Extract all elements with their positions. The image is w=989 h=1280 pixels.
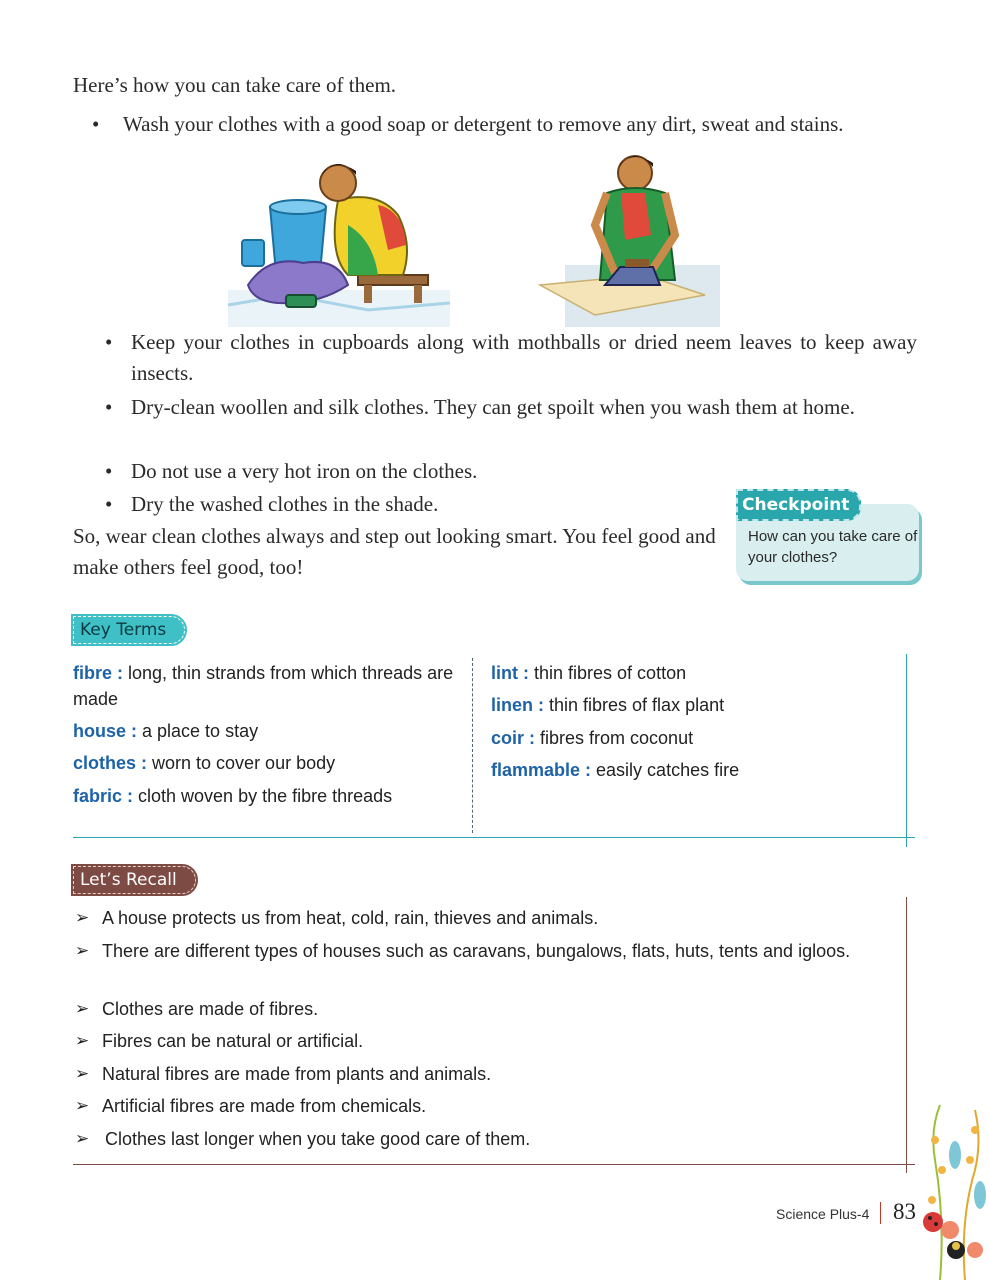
- care-tip-text: Keep your clothes in cupboards along with mothballs or dried neem leaves to keep away insects.: [131, 330, 917, 385]
- term-label: fabric :: [73, 786, 134, 806]
- key-term-house: [73, 718, 468, 744]
- bullet-icon: •: [105, 459, 113, 483]
- term-definition: thin fibres of flax plant: [544, 695, 725, 715]
- page-number: 83: [893, 1199, 916, 1224]
- care-tip-text: Dry the washed clothes in the shade.: [131, 492, 439, 516]
- checkpoint-question: How can you take care of your clothes?: [748, 528, 918, 566]
- floral-decoration-icon: [920, 1100, 989, 1280]
- intro-text: Here’s how you can take care of them.: [73, 73, 397, 97]
- term-definition: cloth woven by the fibre threads: [133, 786, 393, 806]
- key-term-linen: [491, 692, 891, 718]
- term-label: linen :: [491, 695, 544, 715]
- key-term-lint: [491, 660, 891, 686]
- care-tip-1: [92, 109, 892, 171]
- checkpoint-box: [736, 489, 919, 581]
- recall-text: Fibres can be natural or artificial.: [102, 1031, 364, 1051]
- bullet-icon: •: [105, 492, 113, 516]
- recall-item: [75, 1028, 875, 1054]
- recall-text: Clothes last longer when you take good care of them.: [105, 1129, 531, 1149]
- bullet-icon: •: [105, 330, 113, 354]
- lets-recall-heading: Let’s Recall: [73, 866, 196, 894]
- recall-item: [75, 1126, 875, 1152]
- term-label: coir :: [491, 728, 536, 748]
- recall-text: Artificial fibres are made from chemicals.: [102, 1096, 427, 1116]
- arrow-bullet-icon: ➢: [75, 999, 90, 1018]
- recall-item: [75, 938, 875, 990]
- term-label: flammable :: [491, 760, 592, 780]
- term-label: house :: [73, 721, 138, 741]
- bullet-icon: •: [92, 112, 100, 136]
- care-tip-text: Wash your clothes with a good soap or detergent to remove any dirt, sweat and stains.: [123, 112, 844, 136]
- care-tip-4: [105, 456, 920, 487]
- arrow-bullet-icon: ➢: [75, 1064, 90, 1083]
- recall-text: Clothes are made of fibres.: [102, 999, 319, 1019]
- term-definition: long, thin strands from which threads are made: [73, 663, 454, 709]
- key-term-clothes: [73, 750, 468, 776]
- recall-text: Natural fibres are made from plants and animals.: [102, 1064, 492, 1084]
- term-label: lint :: [491, 663, 529, 683]
- term-label: fibre :: [73, 663, 124, 683]
- key-term-coir: [491, 725, 891, 751]
- checkpoint-title: Checkpoint: [736, 489, 861, 521]
- closing-paragraph: So, wear clean clothes always and step out looking smart. You feel good and make others feel good, too!: [73, 524, 716, 579]
- recall-item: [75, 1093, 875, 1119]
- lets-recall-border-right: [906, 897, 907, 1173]
- recall-item: [75, 905, 875, 931]
- care-tip-text: Do not use a very hot iron on the clothes.: [131, 459, 478, 483]
- arrow-bullet-icon: ➢: [75, 908, 90, 927]
- care-tip-text: Dry-clean woollen and silk clothes. They can get spoilt when you wash them at home.: [131, 395, 855, 419]
- lets-recall-border-bottom: [73, 1164, 915, 1165]
- key-term-fabric: [73, 783, 468, 809]
- recall-text: There are different types of houses such as caravans, bungalows, flats, huts, tents and igloos.: [102, 941, 851, 961]
- arrow-bullet-icon: ➢: [75, 941, 90, 960]
- footer-divider: [880, 1202, 881, 1224]
- term-definition: fibres from coconut: [535, 728, 694, 748]
- term-definition: thin fibres of cotton: [529, 663, 687, 683]
- key-terms-heading: Key Terms: [73, 616, 185, 644]
- arrow-bullet-icon: ➢: [75, 1096, 90, 1115]
- recall-item: [75, 1061, 875, 1087]
- term-definition: worn to cover our body: [147, 753, 336, 773]
- key-terms-divider: [472, 658, 473, 833]
- recall-item: [75, 996, 875, 1022]
- care-tip-5: [105, 489, 705, 520]
- book-title: Science Plus-4: [776, 1206, 870, 1222]
- key-terms-border-right: [906, 654, 907, 847]
- woman-washing-clothes-illustration: [228, 145, 450, 327]
- bullet-icon: •: [105, 395, 113, 419]
- key-term-flammable: [491, 757, 891, 783]
- term-label: clothes :: [73, 753, 148, 773]
- woman-ironing-clothes-illustration: [525, 145, 720, 327]
- care-tip-2: [105, 327, 920, 389]
- term-definition: easily catches fire: [591, 760, 740, 780]
- recall-text: A house protects us from heat, cold, rain, thieves and animals.: [102, 908, 599, 928]
- key-term-fibre: [73, 660, 468, 712]
- care-tip-3: [105, 392, 920, 454]
- arrow-bullet-icon: ➢: [75, 1031, 90, 1050]
- key-terms-border-bottom: [73, 837, 915, 838]
- arrow-bullet-icon: ➢: [75, 1129, 90, 1148]
- term-definition: a place to stay: [137, 721, 259, 741]
